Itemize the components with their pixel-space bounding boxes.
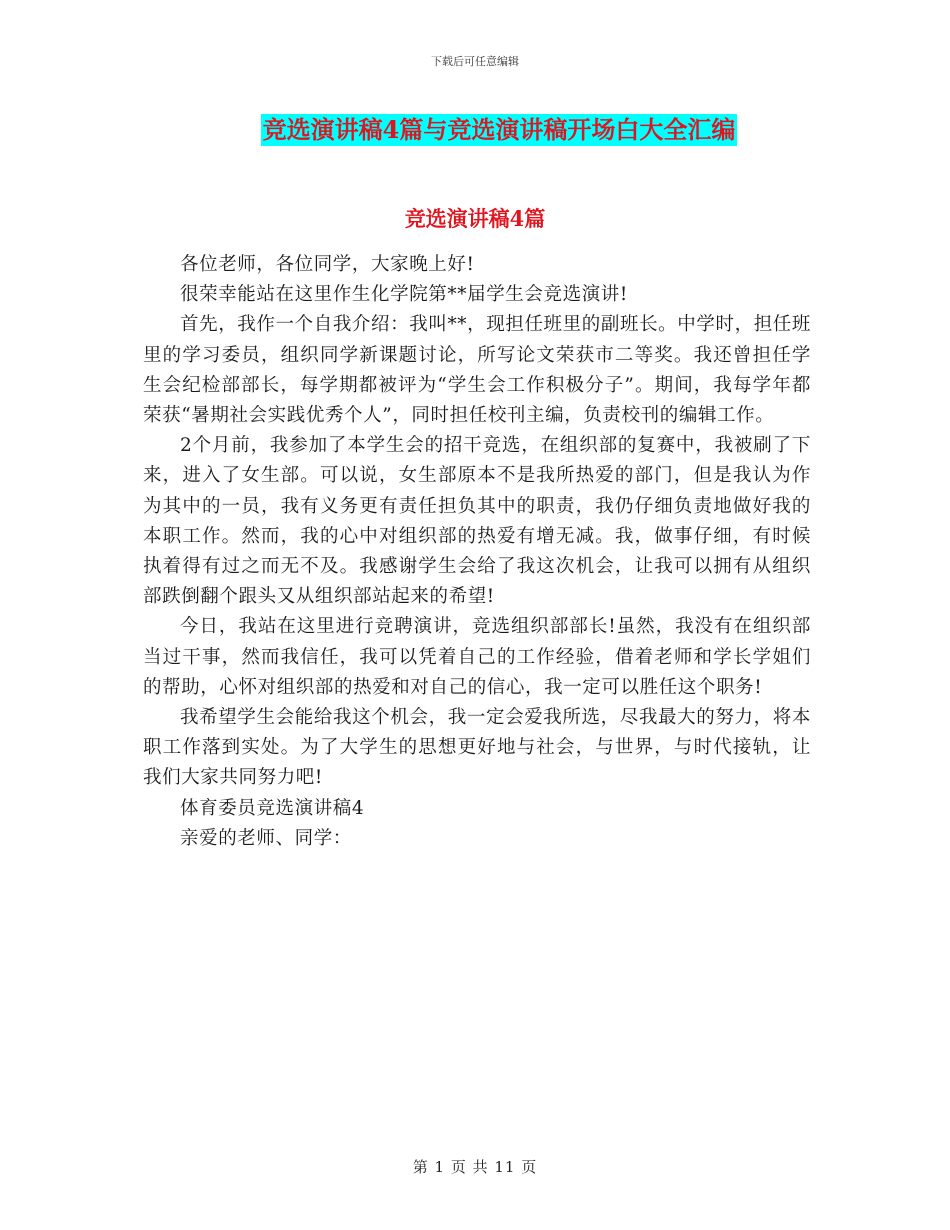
paragraph-closing: 我希望学生会能给我这个机会，我一定会爱我所选，尽我最大的努力，将本职工作落到实处。为了大学生的思想更好地与社会，与世界，与时代接轨，让我们大家共同努力吧!: [143, 707, 811, 789]
main-title-container: [0, 114, 950, 146]
paragraph-intro: 很荣幸能站在这里作生化学院第**届学生会竞选演讲!: [180, 284, 628, 306]
paragraph-self-introduction: 首先，我作一个自我介绍：我叫**，现担任班里的副班长。中学时，担任班里的学习委员，组织同学新课题讨论，所写论文荣获市二等奖。我还曾担任学生会纪检部部长，每学期都被评为“学生会工作积极分子”。期间，我每学年都荣获“暑期社会实践优秀个人”，同时担任校刊主编，负责校刊的编辑工作。: [143, 314, 811, 427]
paragraph-salutation: 亲爱的老师、同学：: [180, 827, 352, 849]
header-note: 下载后可任意编辑: [431, 55, 519, 68]
paragraph-subheading: 体育委员竞选演讲稿4: [180, 797, 365, 819]
page-footer: 第 1 页 共 11 页: [412, 1158, 538, 1176]
document-body: [143, 250, 811, 854]
paragraph-experience: 2个月前，我参加了本学生会的招干竞选，在组织部的复赛中，我被刷了下来，进入了女生部。可以说，女生部原本不是我所热爱的部门，但是我认为作为其中的一员，我有义务更有责任担负其中的职责，我仍仔细负责地做好我的本职工作。然而，我的心中对组织部的热爱有增无减。我，做事仔细，有时候执着得有过之而无不及。我感谢学生会给了我这次机会，让我可以拥有从组织部跌倒翻个跟头又从组织部站起来的希望!: [143, 435, 811, 608]
paragraph-greeting: 各位老师，各位同学，大家晚上好!: [180, 254, 475, 275]
paragraph-candidacy: 今日，我站在这里进行竞聘演讲，竞选组织部部长!虽然，我没有在组织部当过干事，然而我信任，我可以凭着自己的工作经验，借着老师和学长学姐们的帮助，心怀对组织部的热爱和对自己的信心，我一定可以胜任这个职务!: [143, 616, 811, 698]
section-title: 竞选演讲稿4篇: [404, 206, 546, 231]
main-title: 竞选演讲稿4篇与竞选演讲稿开场白大全汇编: [262, 115, 736, 144]
